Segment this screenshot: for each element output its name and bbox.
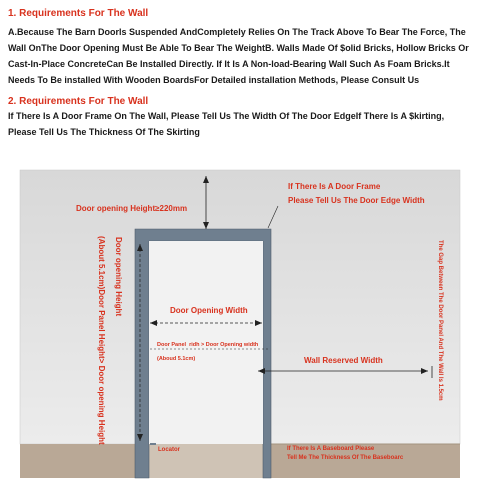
door-frame-note: If There Is A Door Frame Please Tell Us The Door Edge Width [288, 182, 425, 205]
door-panel-width-note: Door Panel ridh > Door Opening width (Aboud 5.1cm) [157, 342, 259, 362]
door-panel-height-vertical: (About 5.1cm)Door Panel Height> Door opening Height [97, 236, 106, 445]
locator-label: Locator [158, 447, 181, 453]
gap-note-vertical: The Gap Between The Door Panel And The Wall Is 1.5cm [437, 240, 443, 401]
wall-reserved-width-label: Wall Reserved Width [304, 356, 383, 365]
section2-body: If There Is A Door Frame On The Wall, Please Tell Us The Width Of The Door EdgeIf There Is A $kirting, Please Tell Us The Thickness Of The Skirting [8, 111, 445, 137]
baseboard-note: If There Is A Baseboard Please Tell Me The Thickness Of The Baseboarc [287, 446, 404, 461]
section1-body: A.Because The Barn Doorls Suspended AndCompletely Relies On The Track Above To Bear The Force, The Wall OnThe Door Opening Must Be Able To Bear The WeightB. Walls Made Of $olid Bricks, Hollow Bricks Or Cast-In-Place ConcreteCan Be Installed Directly. If It Is A Non-load-Bearing Wall Such As Foam Bricks.It Needs To Be installed With Wooden BoardsFor Detailed installation Methods, Please Consult Us [8, 27, 469, 85]
section2-title: 2. Requirements For The Wall [8, 96, 149, 107]
door-opening-height-vertical: Door opening Height [114, 237, 123, 317]
door-opening-height-label: Door opening Height≥220mm [76, 204, 188, 213]
section1-title: 1. Requirements For The Wall [8, 8, 149, 19]
floor-left [20, 444, 149, 478]
door-opening-width-label: Door Opening Width [170, 306, 248, 315]
